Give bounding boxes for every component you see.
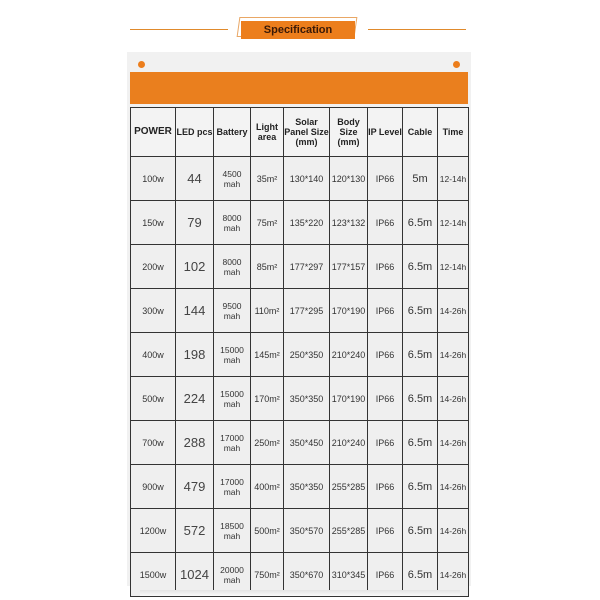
cell-led: 44 bbox=[176, 157, 214, 201]
cell-power: 1500w bbox=[131, 553, 176, 597]
cell-power: 900w bbox=[131, 465, 176, 509]
col-header: LED pcs bbox=[176, 108, 214, 157]
table-row bbox=[131, 509, 469, 553]
cell-led: 198 bbox=[176, 333, 214, 377]
cell-battery: 18500 mah bbox=[214, 509, 251, 553]
cell-cable: 6.5m bbox=[403, 421, 438, 465]
cell-ip: IP66 bbox=[368, 157, 403, 201]
cell-panel: 350*670 bbox=[284, 553, 330, 597]
cell-cable: 6.5m bbox=[403, 333, 438, 377]
cell-ip: IP66 bbox=[368, 289, 403, 333]
cell-time: 14-26h bbox=[438, 377, 469, 421]
cell-area: 85m² bbox=[251, 245, 284, 289]
table-row bbox=[131, 245, 469, 289]
col-header: Time bbox=[438, 108, 469, 157]
cell-led: 479 bbox=[176, 465, 214, 509]
cell-power: 200w bbox=[131, 245, 176, 289]
cell-panel: 350*570 bbox=[284, 509, 330, 553]
pin-dot-right-icon bbox=[453, 61, 460, 68]
cell-body: 255*285 bbox=[330, 509, 368, 553]
col-header: Cable bbox=[403, 108, 438, 157]
pin-dot-left-icon bbox=[138, 61, 145, 68]
cell-body: 170*190 bbox=[330, 289, 368, 333]
cell-body: 120*130 bbox=[330, 157, 368, 201]
cell-time: 14-26h bbox=[438, 333, 469, 377]
cell-battery: 8000 mah bbox=[214, 201, 251, 245]
title-rule-left bbox=[130, 29, 228, 30]
cell-led: 79 bbox=[176, 201, 214, 245]
cell-cable: 6.5m bbox=[403, 289, 438, 333]
table-row bbox=[131, 289, 469, 333]
cell-area: 170m² bbox=[251, 377, 284, 421]
cell-area: 750m² bbox=[251, 553, 284, 597]
cell-time: 14-26h bbox=[438, 509, 469, 553]
cell-led: 572 bbox=[176, 509, 214, 553]
table-row bbox=[131, 421, 469, 465]
col-header: Light area bbox=[251, 108, 284, 157]
cell-area: 145m² bbox=[251, 333, 284, 377]
cell-ip: IP66 bbox=[368, 465, 403, 509]
cell-ip: IP66 bbox=[368, 553, 403, 597]
title-rule-right bbox=[368, 29, 466, 30]
col-header: POWER bbox=[131, 108, 176, 157]
cell-panel: 177*295 bbox=[284, 289, 330, 333]
cell-battery: 15000 mah bbox=[214, 333, 251, 377]
cell-area: 250m² bbox=[251, 421, 284, 465]
col-header: Body Size (mm) bbox=[330, 108, 368, 157]
spec-table bbox=[130, 107, 469, 597]
cell-cable: 6.5m bbox=[403, 245, 438, 289]
cell-ip: IP66 bbox=[368, 421, 403, 465]
cell-ip: IP66 bbox=[368, 377, 403, 421]
cell-area: 75m² bbox=[251, 201, 284, 245]
cell-ip: IP66 bbox=[368, 201, 403, 245]
cell-battery: 4500 mah bbox=[214, 157, 251, 201]
cell-cable: 6.5m bbox=[403, 201, 438, 245]
cell-led: 288 bbox=[176, 421, 214, 465]
cell-battery: 8000 mah bbox=[214, 245, 251, 289]
table-row bbox=[131, 465, 469, 509]
cell-time: 14-26h bbox=[438, 421, 469, 465]
table-row bbox=[131, 333, 469, 377]
cell-body: 210*240 bbox=[330, 333, 368, 377]
cell-panel: 177*297 bbox=[284, 245, 330, 289]
cell-led: 144 bbox=[176, 289, 214, 333]
cell-battery: 17000 mah bbox=[214, 465, 251, 509]
col-header: Battery bbox=[214, 108, 251, 157]
cell-power: 500w bbox=[131, 377, 176, 421]
cell-cable: 6.5m bbox=[403, 377, 438, 421]
cell-time: 14-26h bbox=[438, 465, 469, 509]
cell-body: 210*240 bbox=[330, 421, 368, 465]
cell-panel: 350*350 bbox=[284, 377, 330, 421]
cell-body: 177*157 bbox=[330, 245, 368, 289]
cell-power: 1200w bbox=[131, 509, 176, 553]
col-header: IP Level bbox=[368, 108, 403, 157]
cell-cable: 6.5m bbox=[403, 553, 438, 597]
cell-panel: 130*140 bbox=[284, 157, 330, 201]
cell-area: 400m² bbox=[251, 465, 284, 509]
cell-area: 110m² bbox=[251, 289, 284, 333]
cell-battery: 15000 mah bbox=[214, 377, 251, 421]
cell-battery: 17000 mah bbox=[214, 421, 251, 465]
cell-time: 12-14h bbox=[438, 157, 469, 201]
cell-cable: 5m bbox=[403, 157, 438, 201]
col-header: Solar Panel Size (mm) bbox=[284, 108, 330, 157]
cell-led: 1024 bbox=[176, 553, 214, 597]
cell-body: 310*345 bbox=[330, 553, 368, 597]
cell-cable: 6.5m bbox=[403, 465, 438, 509]
cell-body: 255*285 bbox=[330, 465, 368, 509]
cell-power: 700w bbox=[131, 421, 176, 465]
cell-power: 150w bbox=[131, 201, 176, 245]
table-header-row bbox=[131, 108, 469, 157]
cell-cable: 6.5m bbox=[403, 509, 438, 553]
cell-led: 102 bbox=[176, 245, 214, 289]
panel-shadow bbox=[140, 590, 460, 596]
cell-body: 170*190 bbox=[330, 377, 368, 421]
cell-panel: 350*350 bbox=[284, 465, 330, 509]
cell-battery: 20000 mah bbox=[214, 553, 251, 597]
cell-time: 12-14h bbox=[438, 201, 469, 245]
cell-ip: IP66 bbox=[368, 333, 403, 377]
table-row bbox=[131, 377, 469, 421]
cell-panel: 250*350 bbox=[284, 333, 330, 377]
cell-area: 500m² bbox=[251, 509, 284, 553]
cell-led: 224 bbox=[176, 377, 214, 421]
table-row bbox=[131, 157, 469, 201]
cell-time: 14-26h bbox=[438, 289, 469, 333]
cell-time: 14-26h bbox=[438, 553, 469, 597]
cell-panel: 135*220 bbox=[284, 201, 330, 245]
cell-power: 100w bbox=[131, 157, 176, 201]
section-title bbox=[238, 17, 358, 39]
cell-ip: IP66 bbox=[368, 509, 403, 553]
orange-header-band bbox=[130, 72, 468, 104]
cell-time: 12-14h bbox=[438, 245, 469, 289]
table-row bbox=[131, 201, 469, 245]
cell-area: 35m² bbox=[251, 157, 284, 201]
cell-ip: IP66 bbox=[368, 245, 403, 289]
cell-power: 400w bbox=[131, 333, 176, 377]
cell-power: 300w bbox=[131, 289, 176, 333]
cell-panel: 350*450 bbox=[284, 421, 330, 465]
section-title-label: Specification bbox=[241, 21, 355, 39]
cell-battery: 9500 mah bbox=[214, 289, 251, 333]
cell-body: 123*132 bbox=[330, 201, 368, 245]
